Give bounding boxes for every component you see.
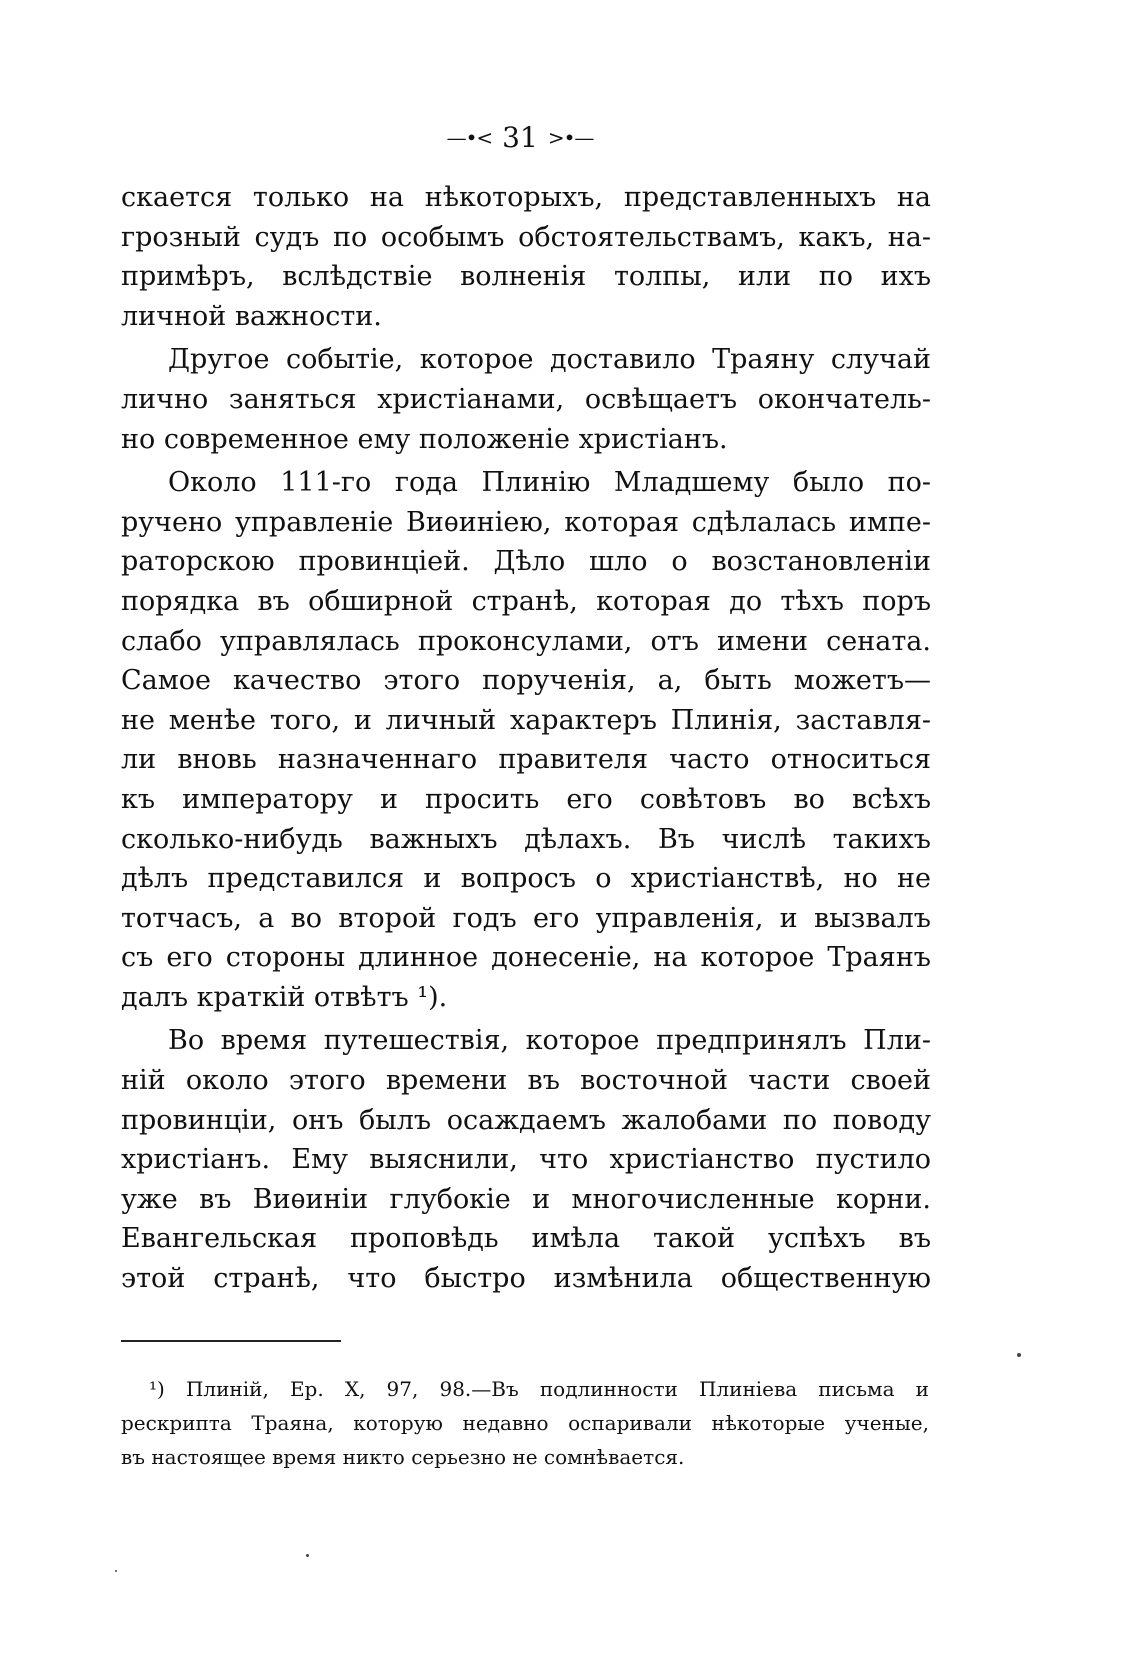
footnote-line: ¹) Плиній, Ep. X, 97, 98.—Въ подлинности Плиніева письма и <box>149 1377 929 1401</box>
ornament-right: >•— <box>547 125 594 150</box>
text-line: грозный судъ по особымъ обстоятельствамъ, какъ, на- <box>121 221 931 253</box>
paragraph-first-line: Во время путешествія, которое предпринялъ Пли- <box>168 1025 931 1057</box>
text-line: провинціи, онъ былъ осаждаемъ жалобами по поводу <box>121 1104 931 1136</box>
text-line: Евангельская проповѣдь имѣла такой успѣхъ въ <box>121 1223 931 1255</box>
text-line: раторскою провинціей. Дѣло шло о возстановленіи <box>121 546 931 578</box>
ornament-left: —•< <box>446 125 493 150</box>
scan-speck <box>115 1570 117 1572</box>
text-line: тотчасъ, а во второй годъ его управленія, и вызвалъ <box>121 902 931 934</box>
scan-speck <box>306 1554 309 1557</box>
footnote-divider <box>121 1340 341 1342</box>
text-line: къ императору и просить его совѣтовъ во всѣхъ <box>121 783 931 815</box>
scan-speck <box>1017 1353 1021 1357</box>
text-line: слабо управлялась проконсулами, отъ имени сената. <box>121 625 931 657</box>
text-line: далъ краткій отвѣтъ ¹). <box>121 981 448 1013</box>
text-line: скается только на нѣкоторыхъ, представленныхъ на <box>121 182 931 213</box>
text-line: уже въ Виѳиніи глубокіе и многочисленные корни. <box>121 1183 931 1215</box>
text-line: дѣлъ представился и вопросъ о христіанствѣ, но не <box>121 863 931 895</box>
body-text <box>121 178 931 1299</box>
paragraph-first-line: Около 111-го года Плинію Младшему было по- <box>168 467 931 499</box>
text-line: личной важности. <box>121 300 382 332</box>
text-line: сколько-нибудь важныхъ дѣлахъ. Въ числѣ такихъ <box>121 823 931 855</box>
text-line: ручено управленіе Виѳиніею, которая сдѣлалась импе- <box>121 506 931 538</box>
text-line: христіанъ. Ему выяснили, что христіанство пустило <box>121 1144 931 1176</box>
text-line: Самое качество этого порученія, а, быть можетъ— <box>121 665 931 697</box>
page-number: 31 <box>502 120 538 154</box>
text-line: съ его стороны длинное донесеніе, на которое Траянъ <box>121 942 931 974</box>
footnote <box>121 1372 929 1474</box>
footnote-line: рескрипта Траяна, которую недавно оспаривали нѣкоторые ученые, <box>121 1411 929 1435</box>
text-line: не менѣе того, и личный характеръ Плинія, заставля- <box>121 704 931 736</box>
paragraph-first-line: Другое событіе, которое доставило Траяну случай <box>168 344 931 376</box>
text-line: этой странѣ, что быстро измѣнила общественную <box>121 1263 931 1295</box>
text-line: лично заняться христіанами, освѣщаетъ окончатель- <box>121 383 931 415</box>
footnote-line: въ настоящее время никто серьезно не сомнѣвается. <box>121 1445 685 1469</box>
text-line: ній около этого времени въ восточной части своей <box>121 1065 931 1097</box>
text-line: порядка въ обширной странѣ, которая до тѣхъ поръ <box>121 585 931 617</box>
text-line: примѣръ, вслѣдствіе волненія толпы, или по ихъ <box>121 261 931 293</box>
text-line: но современное ему положеніе христіанъ. <box>121 423 728 455</box>
page-number-header <box>420 116 620 158</box>
text-line: ли вновь назначеннаго правителя часто относиться <box>121 744 931 776</box>
